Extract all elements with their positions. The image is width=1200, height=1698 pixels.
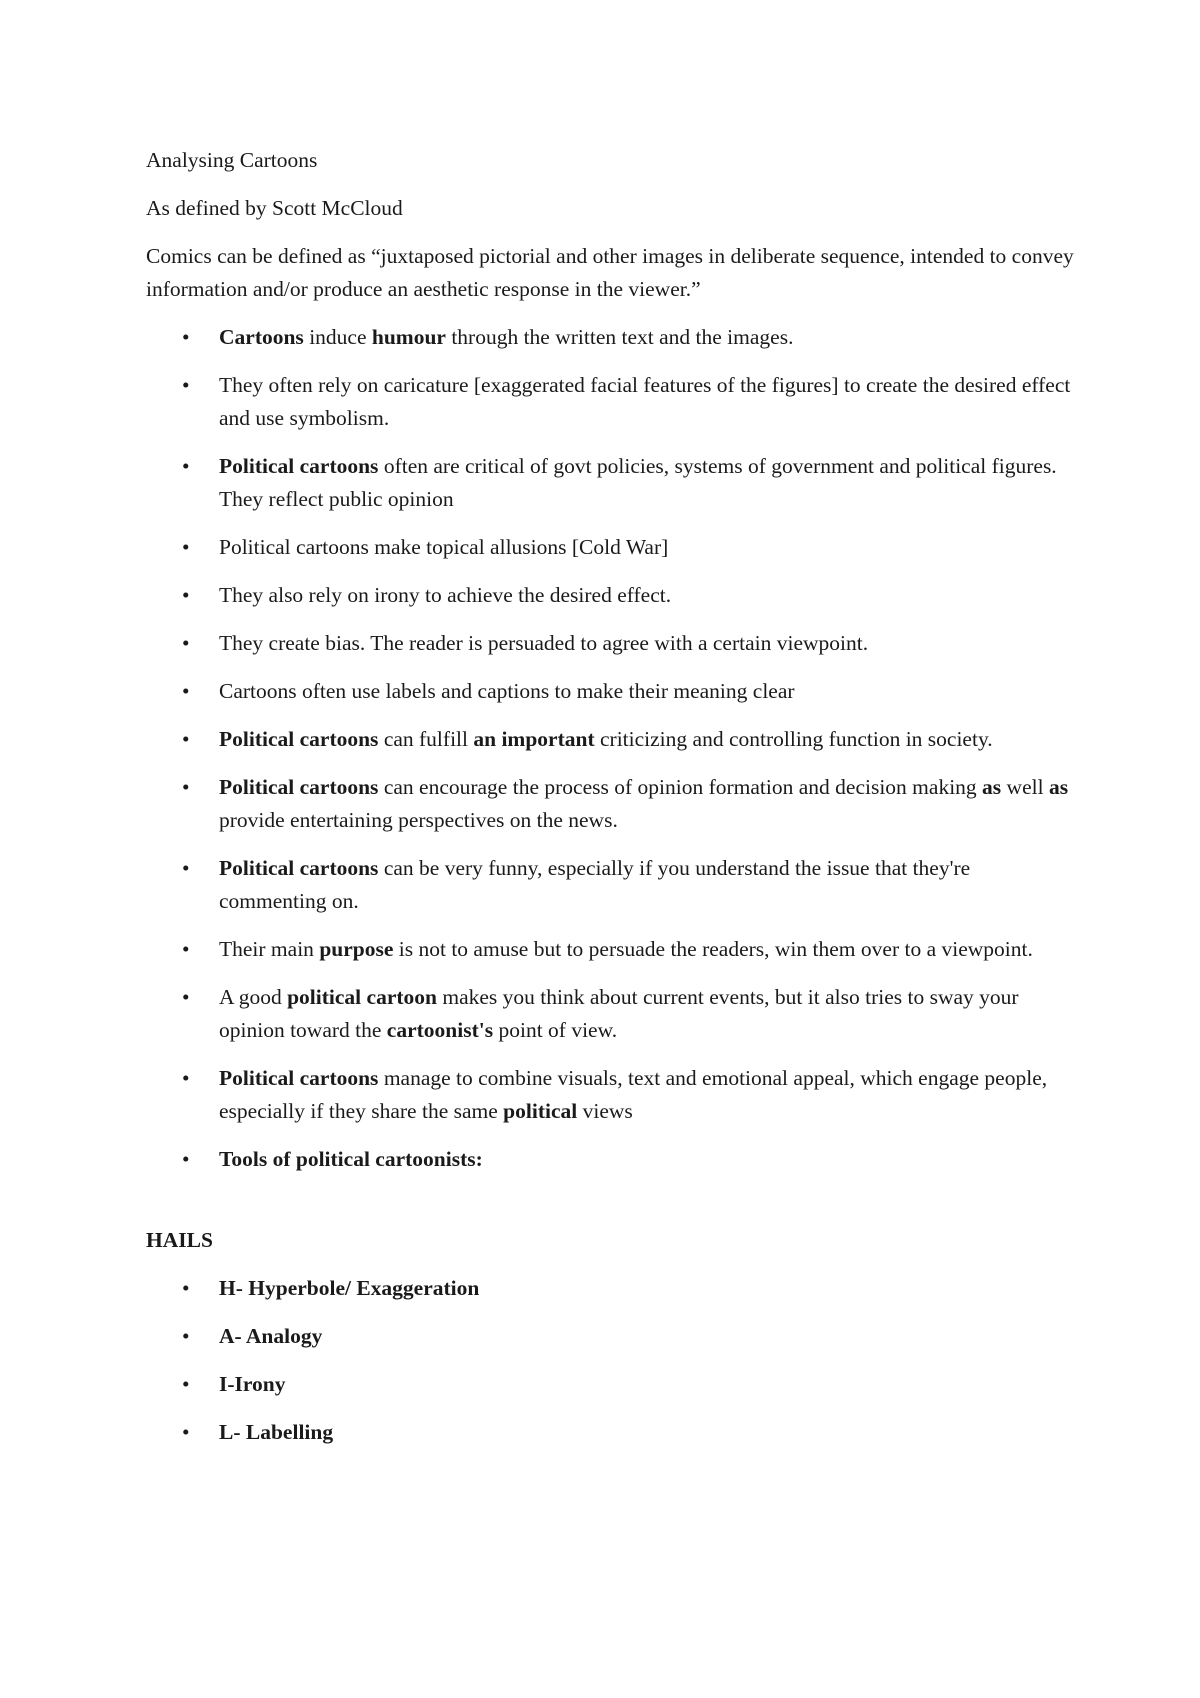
document-title: Analysing Cartoons (146, 148, 318, 172)
list-item (146, 723, 1076, 756)
bullet-icon: • (182, 727, 190, 751)
hails-item (146, 1272, 1076, 1305)
hails-item (146, 1368, 1076, 1401)
item-text: induce (303, 325, 372, 349)
item-text: can be very funny, especially if you understand the issue that they're commenting on. (219, 856, 971, 913)
list-item (146, 981, 1076, 1047)
hails-list (146, 1272, 1076, 1449)
bold-text: political (503, 1099, 578, 1123)
bullet-icon: • (182, 1420, 190, 1444)
bold-text: Political cartoons (219, 856, 379, 880)
hails-item (146, 1320, 1076, 1353)
bullet-icon: • (182, 1372, 190, 1396)
bullet-icon: • (182, 631, 190, 655)
bold-text: Tools of political cartoonists: (219, 1147, 483, 1171)
item-text: Political cartoons make topical allusions [Cold War] (219, 535, 669, 559)
bullet-icon: • (182, 937, 190, 961)
item-text: can fulfill (378, 727, 474, 751)
list-item (146, 1062, 1076, 1128)
hails-item-label: I-Irony (219, 1372, 286, 1396)
document-body (146, 144, 1076, 1464)
points-list (146, 321, 1076, 1176)
list-item (146, 771, 1076, 837)
bullet-icon: • (182, 679, 190, 703)
bold-text: an important (473, 727, 595, 751)
item-text: is not to amuse but to persuade the readers, win them over to a viewpoint. (393, 937, 1033, 961)
item-text: provide entertaining perspectives on the news. (219, 808, 618, 832)
item-text: through the written text and the images. (445, 325, 794, 349)
bullet-icon: • (182, 583, 190, 607)
bold-text: political cartoon (287, 985, 437, 1009)
item-text: criticizing and controlling function in society. (594, 727, 993, 751)
hails-item (146, 1416, 1076, 1449)
item-text: Cartoons often use labels and captions to make their meaning clear (219, 679, 795, 703)
item-text: They also rely on irony to achieve the desired effect. (219, 583, 672, 607)
bullet-icon: • (182, 1276, 190, 1300)
list-item (146, 627, 1076, 660)
list-item (146, 852, 1076, 918)
bullet-icon: • (182, 373, 190, 397)
bold-text: Cartoons (219, 325, 304, 349)
item-text: views (577, 1099, 633, 1123)
item-text: manage to combine visuals, text and emotional appeal, which engage people, especially if they share the same (219, 1066, 1048, 1123)
list-item (146, 675, 1076, 708)
bullet-icon: • (182, 985, 190, 1009)
list-item (146, 1143, 1076, 1176)
list-item (146, 531, 1076, 564)
item-text: makes you think about current events, but it also tries to sway your opinion toward the (219, 985, 1019, 1042)
bold-text: purpose (319, 937, 394, 961)
bold-text: Political cartoons (219, 727, 379, 751)
bullet-icon: • (182, 775, 190, 799)
item-text: Their main (219, 937, 320, 961)
list-item (146, 369, 1076, 435)
list-item (146, 579, 1076, 612)
bold-text: Political cartoons (219, 1066, 379, 1090)
hails-item-label: L- Labelling (219, 1420, 334, 1444)
bullet-icon: • (182, 1066, 190, 1090)
item-text: A good (219, 985, 288, 1009)
bullet-icon: • (182, 1324, 190, 1348)
bold-text: cartoonist's (386, 1018, 494, 1042)
bullet-icon: • (182, 325, 190, 349)
item-text: often are critical of govt policies, systems of government and political figures. They reflect public opinion (219, 454, 1057, 511)
bold-text: Political cartoons (219, 775, 379, 799)
bold-text: as (1048, 775, 1069, 799)
item-text: well (1001, 775, 1049, 799)
list-item (146, 450, 1076, 516)
hails-item-label: A- Analogy (219, 1324, 323, 1348)
list-item (146, 321, 1076, 354)
bold-text: Political cartoons (219, 454, 379, 478)
item-text: can encourage the process of opinion formation and decision making (378, 775, 983, 799)
bullet-icon: • (182, 856, 190, 880)
bullet-icon: • (182, 535, 190, 559)
intro-paragraph: Comics can be defined as “juxtaposed pictorial and other images in deliberate sequence, intended to convey information and/or produce an aesthetic response in the viewer.” (146, 244, 1074, 301)
bold-text: humour (371, 325, 446, 349)
item-text: point of view. (493, 1018, 618, 1042)
bold-text: as (982, 775, 1002, 799)
item-text: They create bias. The reader is persuaded to agree with a certain viewpoint. (219, 631, 869, 655)
item-text: They often rely on caricature [exaggerated facial features of the figures] to create the desired effect and use symbolism. (219, 373, 1071, 430)
bullet-icon: • (182, 1147, 190, 1171)
document-subtitle: As defined by Scott McCloud (146, 196, 403, 220)
bullet-icon: • (182, 454, 190, 478)
hails-heading: HAILS (146, 1228, 213, 1252)
hails-item-label: H- Hyperbole/ Exaggeration (219, 1276, 480, 1300)
list-item (146, 933, 1076, 966)
